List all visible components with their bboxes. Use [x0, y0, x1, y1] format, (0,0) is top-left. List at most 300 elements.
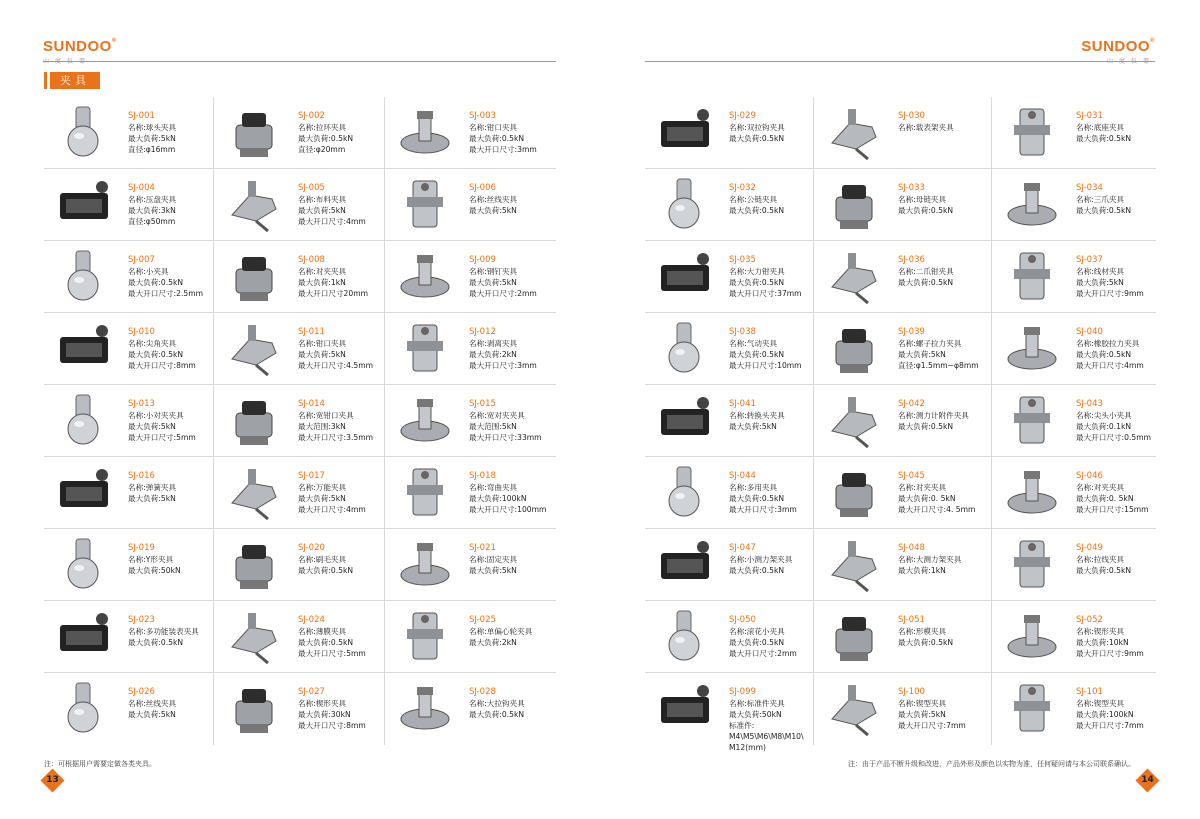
product-card	[44, 601, 214, 673]
base-clamp-icon	[1000, 103, 1064, 161]
product-info	[469, 686, 525, 720]
knurled-clamp-icon	[653, 607, 717, 665]
product-spec-line: 最大负荷:5kN	[298, 494, 346, 503]
product-spec-line: 最大负荷:2kN	[469, 638, 517, 647]
header-rule	[43, 61, 556, 62]
product-spec-line: 名称:大拉钩夹具	[469, 699, 525, 708]
product-spec-line: 最大负荷:5kN	[298, 350, 346, 359]
product-card	[385, 601, 556, 673]
product-card	[214, 313, 385, 385]
product-code: SJ-031	[1076, 111, 1103, 121]
product-card	[214, 601, 385, 673]
wedge-clamp-icon	[222, 679, 286, 737]
product-info	[898, 686, 966, 731]
product-spec-line: 名称:单偏心轮夹具	[469, 627, 533, 636]
product-spec-line: 最大负荷:2kN	[469, 350, 517, 359]
product-card	[814, 673, 992, 745]
product-spec-line: 最大负荷:5kN	[898, 350, 946, 359]
spring-clamp-icon	[52, 463, 116, 521]
product-card	[645, 385, 814, 457]
product-card	[645, 601, 814, 673]
product-card	[645, 313, 814, 385]
three-jaw-clamp-icon	[1000, 175, 1064, 233]
product-info	[469, 542, 517, 576]
product-spec-line: 最大负荷:0.5kN	[729, 494, 785, 503]
product-spec-line: 名称:对夹夹具	[298, 267, 347, 276]
product-spec-line: 最大负荷:5kN	[128, 494, 176, 503]
pneumatic-clamp-icon	[653, 319, 717, 377]
product-spec-line: 名称:形模夹具	[898, 627, 947, 636]
product-code: SJ-011	[298, 327, 325, 337]
product-info	[128, 542, 181, 576]
product-code: SJ-023	[128, 615, 155, 625]
product-code: SJ-019	[128, 543, 155, 553]
product-card	[645, 169, 814, 241]
product-spec-line: 名称:小对夹夹具	[128, 411, 184, 420]
product-spec-line: 标准件:	[729, 721, 755, 730]
product-spec-line: 最大开口尺寸:5mm	[298, 649, 366, 658]
product-info	[729, 470, 797, 515]
product-code: SJ-099	[729, 687, 756, 697]
female-chain-clamp-icon	[822, 175, 886, 233]
product-spec-line: 最大负荷:0.5kN	[898, 206, 954, 215]
y-clamp-icon	[52, 535, 116, 593]
product-code: SJ-101	[1076, 687, 1103, 697]
wire-pull-clamp-icon	[1000, 535, 1064, 593]
product-card	[385, 673, 556, 745]
product-spec-line: 最大负荷:0.5kN	[128, 350, 184, 359]
product-spec-line: 名称:拉线夹具	[1076, 555, 1125, 564]
product-grid-right	[645, 97, 1156, 752]
screw-tension-clamp-icon	[822, 319, 886, 377]
product-spec-line: 最大负荷:30kN	[298, 710, 351, 719]
product-spec-line: 最大负荷:5kN	[128, 422, 176, 431]
product-spec-line: 最大负荷:0.5kN	[898, 278, 954, 287]
product-spec-line: 名称:载表架夹具	[898, 123, 954, 132]
product-code: SJ-035	[729, 255, 756, 265]
product-code: SJ-025	[469, 615, 496, 625]
product-info	[729, 182, 784, 216]
product-spec-line: 最大开口尺寸:3mm	[469, 145, 537, 154]
product-card	[992, 385, 1156, 457]
product-code: SJ-024	[298, 615, 325, 625]
product-info	[128, 470, 176, 504]
product-spec-line: 直径:φ50mm	[128, 217, 176, 226]
product-code: SJ-027	[298, 687, 325, 697]
product-info	[898, 542, 961, 576]
product-spec-line: 最大负荷:5kN	[469, 206, 517, 215]
opposed-clamp-icon	[222, 247, 286, 305]
universal-clamp-icon	[222, 463, 286, 521]
product-code: SJ-048	[898, 543, 925, 553]
product-code: SJ-004	[128, 183, 155, 193]
product-info	[469, 326, 537, 371]
product-spec-line: 最大负荷:0. 5kN	[1076, 494, 1134, 503]
product-info	[128, 326, 196, 371]
product-grid-left	[44, 97, 556, 745]
product-spec-line: 名称:楔形夹具	[298, 699, 347, 708]
product-code: SJ-034	[1076, 183, 1103, 193]
product-spec-line: 名称:小夹具	[128, 267, 169, 276]
product-spec-line: 最大负荷:0.5kN	[729, 638, 785, 647]
gauge-holder-clamp-icon	[822, 103, 886, 161]
product-spec-line: 名称:Y形夹具	[128, 555, 174, 564]
small-opposed-clamp-icon	[52, 391, 116, 449]
product-spec-line: 名称:拉环夹具	[298, 123, 347, 132]
product-card	[385, 385, 556, 457]
product-spec-line: 名称:锲型夹具	[898, 699, 947, 708]
product-spec-line: 最大开口尺寸:0.5mm	[1076, 433, 1151, 442]
product-code: SJ-100	[898, 687, 925, 697]
product-card	[44, 169, 214, 241]
product-info	[298, 326, 373, 371]
product-spec-line: 最大负荷:0.5kN	[898, 422, 954, 431]
product-spec-line: 最大负荷:5kN	[298, 206, 346, 215]
product-info	[1076, 614, 1144, 659]
opposed-clamp-icon	[822, 463, 886, 521]
product-spec-line: 最大开口尺寸:3mm	[729, 505, 797, 514]
product-card	[992, 241, 1156, 313]
product-info	[898, 326, 979, 371]
multi-purpose-clamp-icon	[653, 463, 717, 521]
header-rule	[645, 61, 1155, 62]
product-code: SJ-049	[1076, 543, 1103, 553]
product-info	[298, 110, 353, 155]
product-card	[385, 169, 556, 241]
wide-jaw-clamp-icon	[222, 391, 286, 449]
product-code: SJ-003	[469, 111, 496, 121]
product-spec-line: 名称:薄膜夹具	[298, 627, 347, 636]
product-info	[128, 614, 199, 648]
product-code: SJ-021	[469, 543, 496, 553]
multi-function-clamp-icon	[52, 607, 116, 665]
product-code: SJ-036	[898, 255, 925, 265]
product-code: SJ-013	[128, 399, 155, 409]
product-card	[385, 529, 556, 601]
product-code: SJ-018	[469, 471, 496, 481]
product-spec-line: 名称:三爪夹具	[1076, 195, 1125, 204]
product-code: SJ-028	[469, 687, 496, 697]
pointed-small-clamp-icon	[1000, 391, 1064, 449]
product-info	[469, 110, 537, 155]
product-spec-line: 最大负荷:0.5kN	[1076, 350, 1132, 359]
product-info	[898, 470, 975, 515]
product-spec-line: 最大开口尺寸20mm	[298, 289, 369, 298]
two-jaw-clamp-icon	[822, 247, 886, 305]
product-code: SJ-006	[469, 183, 496, 193]
product-code: SJ-045	[898, 471, 925, 481]
product-spec-line: 名称:钢钉夹具	[469, 267, 518, 276]
product-code: SJ-029	[729, 111, 756, 121]
product-spec-line: 最大负荷:0.5kN	[729, 566, 785, 575]
product-spec-line: 名称:小测力架夹具	[729, 555, 793, 564]
page-number-badge	[40, 768, 64, 792]
product-spec-line: 名称:对夹夹具	[1076, 483, 1125, 492]
product-spec-line: 名称:刷毛夹具	[298, 555, 347, 564]
wire-rod-clamp-icon	[1000, 247, 1064, 305]
product-spec-line: 名称:气动夹具	[729, 339, 778, 348]
product-code: SJ-001	[128, 111, 155, 121]
product-spec-line: 最大负荷:0.5kN	[298, 134, 354, 143]
eccentric-clamp-icon	[393, 607, 457, 665]
product-spec-line: 最大开口尺寸:4.5mm	[298, 361, 373, 370]
product-info	[298, 182, 366, 227]
bristle-clamp-icon	[222, 535, 286, 593]
product-card	[44, 529, 214, 601]
product-info	[729, 110, 785, 144]
product-spec-line: 名称:螺子拉力夹具	[898, 339, 962, 348]
product-spec-line: 最大负荷:1kN	[298, 278, 346, 287]
product-card	[992, 601, 1156, 673]
bending-clamp-icon	[393, 463, 457, 521]
product-info	[898, 254, 954, 288]
product-spec-line: 最大开口尺寸:100mm	[469, 505, 547, 514]
product-spec-line: 最大负荷:5kN	[1076, 278, 1124, 287]
product-spec-line: 最大负荷:0.5kN	[469, 134, 525, 143]
product-spec-line: 最大负荷:0.5kN	[469, 710, 525, 719]
product-code: SJ-041	[729, 399, 756, 409]
product-info	[1076, 182, 1131, 216]
product-spec-line: 最大开口尺寸:4mm	[298, 217, 366, 226]
product-code: SJ-016	[128, 471, 155, 481]
product-info	[898, 614, 953, 648]
product-info	[898, 398, 969, 432]
brand-name: SUNDOO	[1081, 38, 1151, 55]
product-info	[1076, 686, 1144, 731]
product-spec-line: 名称:剥离夹具	[469, 339, 518, 348]
product-info	[469, 470, 546, 515]
product-spec-line: 最大负荷:0.5kN	[1076, 134, 1132, 143]
standard-part-clamp-icon	[653, 679, 717, 737]
product-spec-line: 名称:球头夹具	[128, 123, 177, 132]
force-gauge-accessory-icon	[822, 391, 886, 449]
jaw-clamp-icon	[222, 319, 286, 377]
product-card	[814, 97, 992, 169]
product-spec-line: 最大范围:5kN	[469, 422, 517, 431]
footnote: 注：由于产品不断升级和改进，产品外形及颜色以实物为准，任何疑问请与本公司联系确认。	[848, 760, 1135, 768]
section-title: 夹具	[50, 72, 100, 89]
product-info	[729, 542, 792, 576]
product-card	[814, 169, 992, 241]
section-bar	[44, 72, 47, 89]
product-info	[729, 614, 797, 659]
product-info	[128, 686, 176, 720]
product-spec-line: 名称:二爪钳夹具	[898, 267, 954, 276]
ball-head-clamp-icon	[52, 103, 116, 161]
product-card	[385, 97, 556, 169]
product-card	[214, 97, 385, 169]
product-spec-line: 名称:丝线夹具	[128, 699, 177, 708]
product-spec-line: 名称:弯曲夹具	[469, 483, 518, 492]
product-card	[992, 529, 1156, 601]
product-code: SJ-012	[469, 327, 496, 337]
product-spec-line: 名称:宽对夹夹具	[469, 411, 525, 420]
product-spec-line: 名称:多功能装表夹具	[128, 627, 199, 636]
product-code: SJ-005	[298, 183, 325, 193]
product-spec-line: 最大开口尺寸:7mm	[898, 721, 966, 730]
product-card	[992, 673, 1156, 745]
product-spec-line: 最大开口尺寸:37mm	[729, 289, 802, 298]
wire-clamp-icon	[393, 175, 457, 233]
locking-plier-clamp-icon	[653, 247, 717, 305]
opposed-clamp-icon	[1000, 463, 1064, 521]
product-spec-line: 名称:橡胶拉力夹具	[1076, 339, 1140, 348]
product-spec-line: 最大负荷:0.5kN	[898, 638, 954, 647]
product-card	[814, 313, 992, 385]
product-code: SJ-050	[729, 615, 756, 625]
product-code: SJ-039	[898, 327, 925, 337]
product-card	[645, 529, 814, 601]
product-code: SJ-043	[1076, 399, 1103, 409]
pointed-clamp-icon	[52, 319, 116, 377]
product-code: SJ-038	[729, 327, 756, 337]
product-info	[1076, 542, 1131, 576]
product-card	[992, 457, 1156, 529]
product-spec-line: 名称:丝线夹具	[469, 195, 518, 204]
product-code: SJ-014	[298, 399, 325, 409]
product-code: SJ-052	[1076, 615, 1103, 625]
product-spec-line: 名称:万能夹具	[298, 483, 347, 492]
product-spec-line: 最大负荷:3kN	[128, 206, 176, 215]
product-info	[1076, 398, 1151, 443]
large-stand-clamp-icon	[822, 535, 886, 593]
product-spec-line: 名称:固定夹具	[469, 555, 518, 564]
product-info	[1076, 254, 1144, 299]
brand-reg: ®	[1150, 38, 1155, 44]
product-card	[645, 673, 814, 752]
product-info	[298, 686, 366, 731]
product-spec-line: 名称:转换头夹具	[729, 411, 785, 420]
product-spec-line: 名称:锲型夹具	[1076, 699, 1125, 708]
brand-name: SUNDOO	[43, 38, 112, 55]
product-info	[1076, 110, 1131, 144]
product-spec-line: 最大负荷:0.5kN	[1076, 206, 1132, 215]
product-spec-line: 最大开口尺寸:9mm	[1076, 649, 1144, 658]
product-spec-line: 最大开口尺寸:2mm	[729, 649, 797, 658]
product-spec-line: 名称:宽钳口夹具	[298, 411, 354, 420]
product-spec-line: 最大负荷:0.5kN	[128, 278, 184, 287]
product-spec-line: 名称:弹簧夹具	[128, 483, 177, 492]
product-spec-line: 名称:钳口夹具	[298, 339, 347, 348]
product-code: SJ-033	[898, 183, 925, 193]
product-spec-line: 最大开口尺寸:8mm	[298, 721, 366, 730]
product-spec-line: 最大开口尺寸:8mm	[128, 361, 196, 370]
product-card	[214, 457, 385, 529]
product-code: SJ-020	[298, 543, 325, 553]
product-spec-line: 名称:公链夹具	[729, 195, 778, 204]
right-page	[600, 0, 1200, 819]
product-info	[128, 254, 203, 299]
product-spec-line: 名称:母链夹具	[898, 195, 947, 204]
product-spec-line: 最大负荷:10kN	[1076, 638, 1129, 647]
jaw-clamp-icon	[393, 103, 457, 161]
product-spec-line: 名称:对夹夹具	[898, 483, 947, 492]
product-info	[128, 398, 196, 443]
product-spec-line: 最大负荷:50kN	[729, 710, 782, 719]
product-info	[469, 182, 517, 216]
hook-clamp-icon	[393, 679, 457, 737]
product-info	[298, 470, 366, 515]
product-info	[1076, 326, 1144, 371]
product-spec-line: 最大开口尺寸:5mm	[128, 433, 196, 442]
product-card	[992, 169, 1156, 241]
product-spec-line: 最大开口尺寸:10mm	[729, 361, 802, 370]
product-spec-line: 名称:钳口夹具	[469, 123, 518, 132]
product-spec-line: 最大开口尺寸:2.5mm	[128, 289, 203, 298]
footnote: 注：可根据用户需要定做各类夹具。	[44, 760, 156, 768]
product-card	[814, 457, 992, 529]
product-card	[44, 457, 214, 529]
product-spec-line: 最大负荷:5kN	[729, 422, 777, 431]
product-spec-line: 最大开口尺寸:3mm	[469, 361, 537, 370]
product-card	[814, 601, 992, 673]
product-spec-line: 名称:尖头小夹具	[1076, 411, 1132, 420]
product-info	[469, 254, 537, 299]
product-code: SJ-047	[729, 543, 756, 553]
small-clamp-icon	[52, 247, 116, 305]
product-spec-line: 最大开口尺寸:4mm	[1076, 361, 1144, 370]
product-spec-line: 最大范围:3kN	[298, 422, 346, 431]
rubber-tension-clamp-icon	[1000, 319, 1064, 377]
product-card	[814, 529, 992, 601]
product-code: SJ-042	[898, 399, 925, 409]
product-info	[729, 326, 802, 371]
product-code: SJ-009	[469, 255, 496, 265]
product-spec-line: 名称:标准件夹具	[729, 699, 785, 708]
product-spec-line: 最大开口尺寸:3.5mm	[298, 433, 373, 442]
product-spec-line: 最大负荷:0.1kN	[1076, 422, 1132, 431]
product-spec-line: 最大负荷:5kN	[128, 710, 176, 719]
product-card	[385, 241, 556, 313]
product-info	[1076, 470, 1149, 515]
product-spec-line: M12(mm)	[729, 743, 766, 752]
product-card	[44, 313, 214, 385]
product-code: SJ-046	[1076, 471, 1103, 481]
small-stand-clamp-icon	[653, 535, 717, 593]
wedge-clamp-icon	[822, 679, 886, 737]
adapter-clamp-icon	[653, 391, 717, 449]
product-info	[469, 398, 542, 443]
product-spec-line: 最大开口尺寸:4. 5mm	[898, 505, 976, 514]
product-spec-line: 最大负荷:5kN	[898, 710, 946, 719]
product-spec-line: 名称:测力计附件夹具	[898, 411, 969, 420]
product-code: SJ-015	[469, 399, 496, 409]
product-card	[645, 97, 814, 169]
page-number: 14	[1141, 775, 1154, 785]
product-spec-line: 最大开口尺寸:2mm	[469, 289, 537, 298]
section-tag	[44, 72, 100, 89]
product-code: SJ-030	[898, 111, 925, 121]
product-spec-line: 名称:底座夹具	[1076, 123, 1125, 132]
product-spec-line: 名称:线材夹具	[1076, 267, 1125, 276]
product-spec-line: 最大负荷:0. 5kN	[898, 494, 956, 503]
product-spec-line: 直径:φ1.5mm~φ8mm	[898, 361, 979, 370]
product-card	[214, 169, 385, 241]
product-code: SJ-010	[128, 327, 155, 337]
product-card	[385, 313, 556, 385]
product-spec-line: 最大负荷:100kN	[1076, 710, 1134, 719]
product-spec-line: 最大负荷:0.5kN	[298, 638, 354, 647]
product-info	[729, 398, 785, 432]
product-info	[729, 254, 802, 299]
product-code: SJ-017	[298, 471, 325, 481]
product-spec-line: 最大负荷:0.5kN	[298, 566, 354, 575]
product-spec-line: M4\M5\M6\M8\M10\	[729, 732, 804, 741]
peel-clamp-icon	[393, 319, 457, 377]
product-info	[898, 110, 954, 133]
male-chain-clamp-icon	[653, 175, 717, 233]
product-code: SJ-008	[298, 255, 325, 265]
